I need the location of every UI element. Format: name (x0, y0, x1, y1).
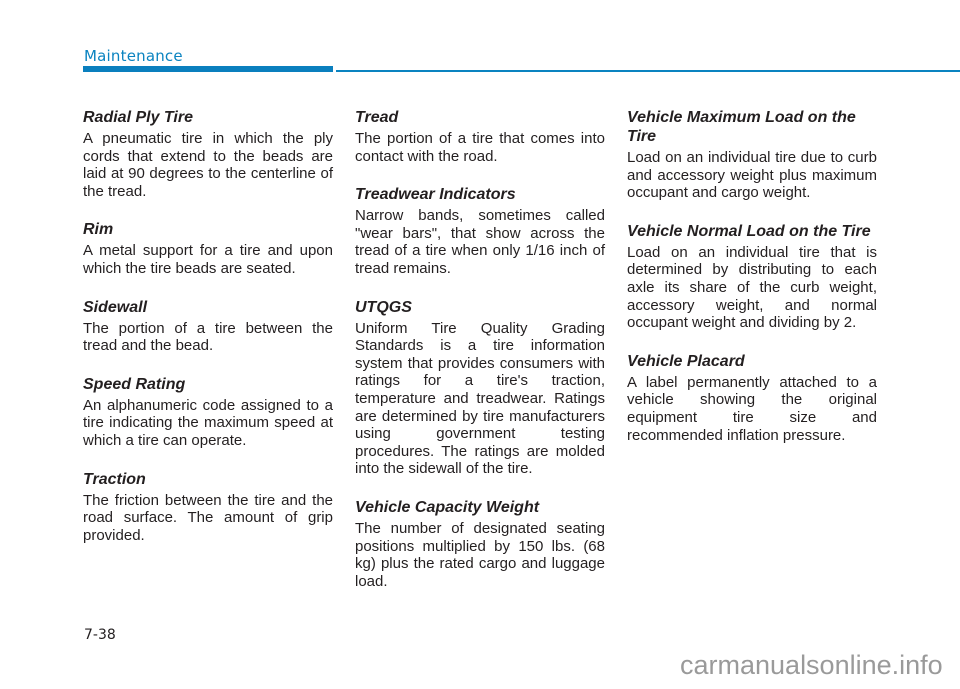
glossary-entry (355, 185, 605, 277)
glossary-entry (83, 298, 333, 355)
definition: The number of designated seating positions multiplied by 150 lbs. (68 kg) plus the rated cargo and luggage load. (355, 519, 605, 590)
definition: The portion of a tire between the tread and the bead. (83, 319, 333, 355)
definition: An alphanumeric code assigned to a tire indicating the maximum speed at which a tire can operate. (83, 396, 333, 449)
glossary-entry (83, 220, 333, 277)
glossary-entry (627, 108, 877, 202)
definition: The friction between the tire and the road surface. The amount of grip provided. (83, 491, 333, 544)
term: Speed Rating (83, 375, 186, 393)
term: Vehicle Normal Load on the Tire (627, 222, 871, 240)
glossary-entry (355, 498, 605, 590)
header-bar (83, 66, 333, 72)
term: Tread (355, 109, 399, 126)
glossary-entry (355, 108, 605, 165)
term: Vehicle Placard (627, 352, 745, 370)
column-2 (355, 108, 605, 610)
watermark: carmanualsonline.info (680, 650, 943, 680)
definition: A pneumatic tire in which the ply cords that extend to the beads are laid at 90 degrees to the centerline of the tread. (83, 130, 333, 200)
definition: Uniform Tire Quality Grading Standards is a tire information system that provides consumers with ratings for a tire's traction, temperature and treadwear. Ratings are determined by tire manufacturers using government testing procedures. The ratings are molded into the sidewall of the tire. (355, 319, 605, 478)
term: Treadwear Indicators (355, 186, 516, 204)
glossary-entry (83, 375, 333, 450)
glossary-entry (83, 470, 333, 545)
definition: A metal support for a tire and upon which the tire beads are seated. (83, 242, 333, 277)
term: Vehicle Capacity Weight (355, 498, 540, 516)
column-1 (83, 108, 333, 564)
section-title: Maintenance (84, 47, 183, 65)
page-number: 7-38 (84, 627, 116, 643)
term: Vehicle Maximum Load on the Tire (627, 109, 856, 145)
term: UTQGS (355, 298, 412, 316)
definition: Load on an individual tire that is determined by distributing to each axle its share of the curb weight, accessory weight, and normal occupant weight and dividing by 2. (627, 243, 877, 332)
term: Rim (83, 221, 114, 239)
definition: The portion of a tire that comes into contact with the road. (355, 130, 605, 165)
glossary-entry (627, 222, 877, 332)
glossary-entry (355, 298, 605, 478)
definition: Narrow bands, sometimes called "wear bars", that show across the tread of a tire when only 1/16 inch of tread remains. (355, 207, 605, 277)
glossary-entry (83, 108, 333, 200)
header-rule (336, 70, 960, 72)
term: Sidewall (83, 298, 148, 316)
definition: A label permanently attached to a vehicle showing the original equipment tire size and recommended inflation pressure. (627, 373, 877, 444)
column-3 (627, 108, 877, 464)
definition: Load on an individual tire due to curb and accessory weight plus maximum occupant and cargo weight. (627, 149, 877, 202)
glossary-entry (627, 352, 877, 444)
term: Radial Ply Tire (83, 109, 193, 126)
term: Traction (83, 470, 146, 488)
